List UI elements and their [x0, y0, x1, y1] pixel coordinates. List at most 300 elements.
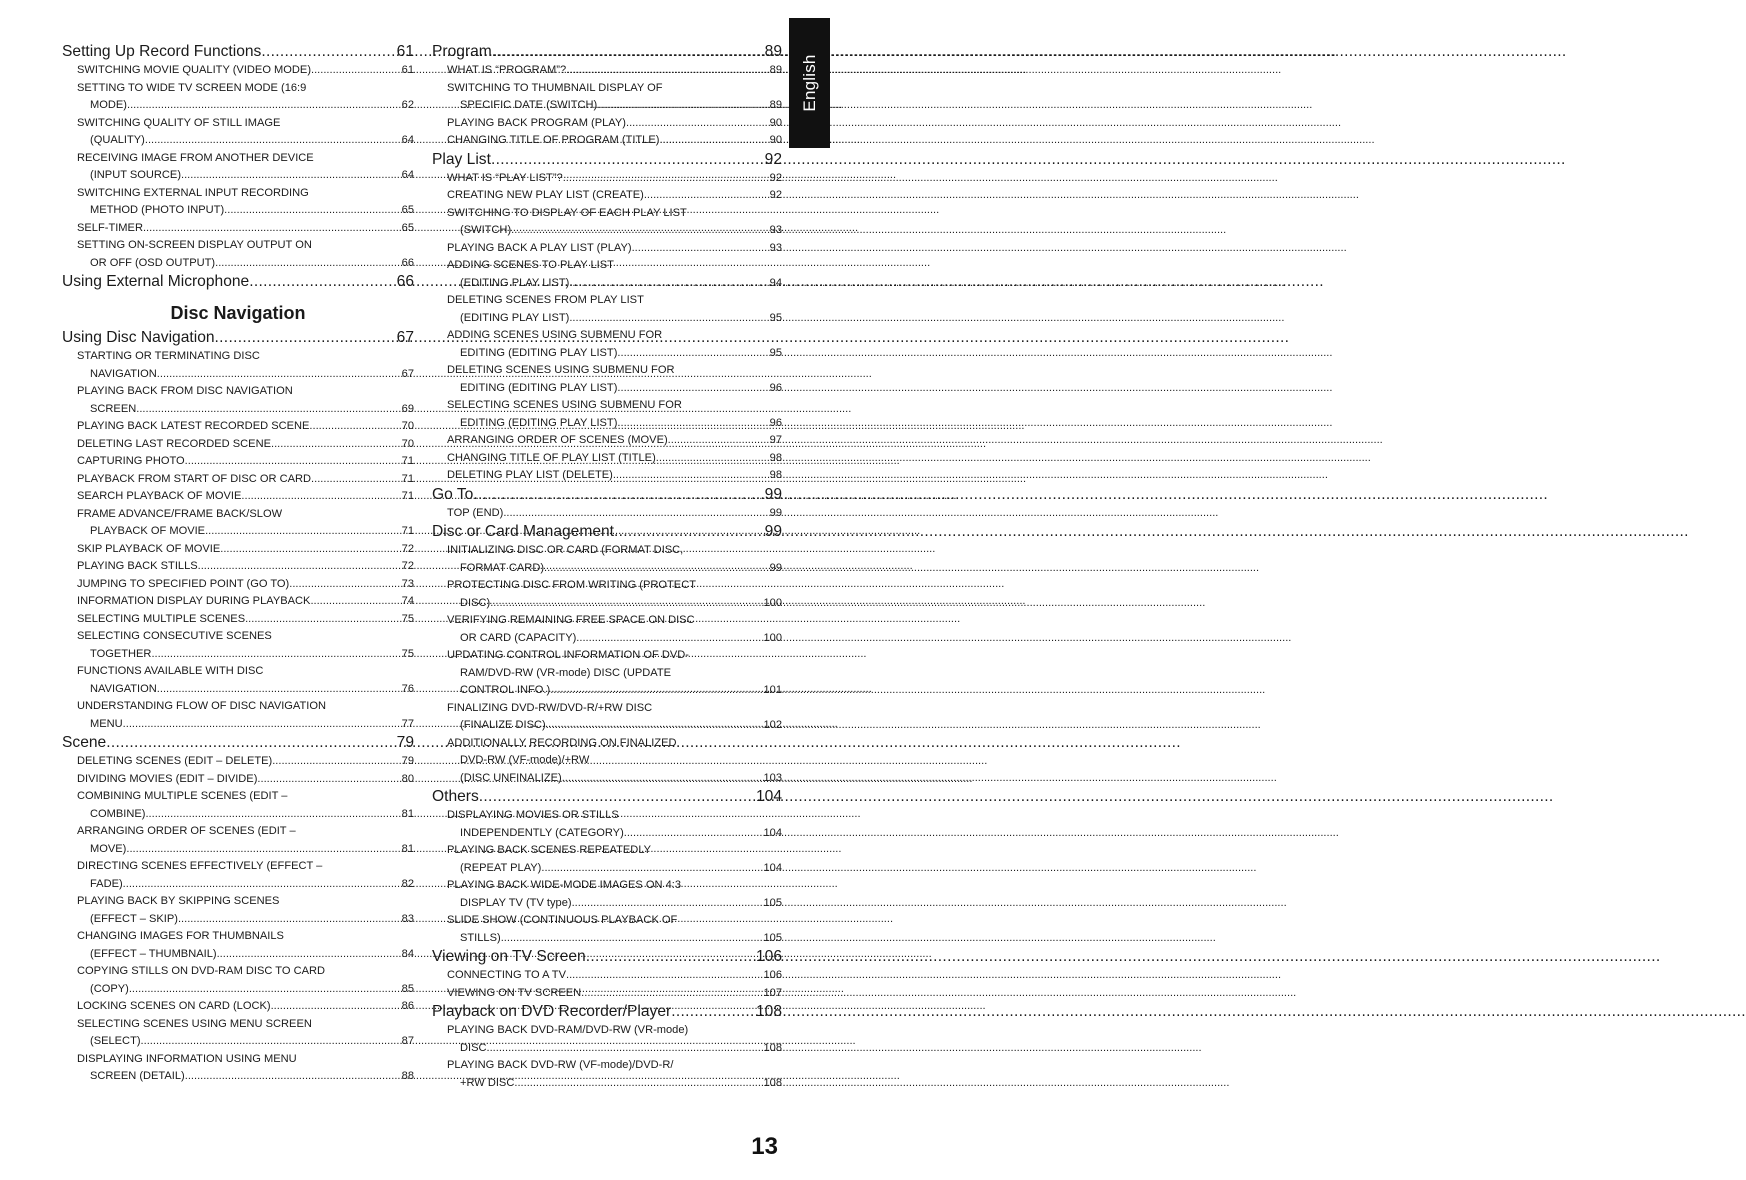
- toc-page-number: 93: [769, 224, 782, 236]
- dot-leader: [123, 876, 401, 894]
- toc-entry-line: MOVE): [90, 842, 127, 855]
- dot-leader: [257, 771, 400, 789]
- toc-entry-last-line: [447, 1075, 782, 1093]
- toc-entry-line: INDEPENDENTLY (CATEGORY): [460, 826, 624, 839]
- toc-entry-line: COMBINE): [90, 807, 146, 820]
- toc-sub-entry-arranging-order-of-scenes-move: [432, 432, 782, 450]
- toc-sub-entry-playing-back-wide-mode-images-on-4-3: [432, 877, 782, 912]
- dot-leader: [563, 170, 769, 188]
- dot-leader: [617, 415, 768, 433]
- toc-entry-line: SCREEN (DETAIL): [90, 1070, 185, 1082]
- dot-leader: [106, 733, 395, 753]
- toc-entry-last-line: [77, 841, 414, 859]
- toc-sub-entry-deleting-play-list-delete: [432, 467, 782, 485]
- toc-page-number: 82: [401, 877, 414, 890]
- dot-leader: [185, 453, 401, 471]
- toc-page-number: 101: [763, 684, 782, 696]
- toc-entry-line: DVD-RW (VF-mode)/+RW: [460, 754, 590, 766]
- dot-leader: [157, 366, 401, 384]
- toc-entry-last-line: [77, 418, 414, 436]
- dot-leader: [224, 202, 401, 220]
- toc-entry-line: (COPY): [90, 982, 129, 995]
- toc-entry-last-line: [447, 432, 782, 450]
- toc-sub-entry-playing-back-scenes-repeatedly: [432, 842, 782, 877]
- toc-entry-last-line: [77, 716, 414, 734]
- toc-entry-last-line: [447, 1040, 782, 1058]
- toc-sub-entry-directing-scenes-effectively-effect: [62, 858, 414, 893]
- toc-entry-line: (DISC UNFINALIZE): [460, 771, 562, 784]
- toc-entry-last-line: [447, 682, 782, 700]
- toc-entry-last-line: [447, 115, 782, 133]
- toc-entry-last-line: [77, 220, 414, 238]
- toc-page-number: 98: [769, 451, 782, 464]
- toc-entry-line: DELETING SCENES (EDIT – DELETE): [77, 755, 273, 767]
- language-tab: [789, 18, 830, 148]
- toc-entry-line: SWITCHING QUALITY OF STILL IMAGE: [77, 116, 281, 129]
- dot-leader: [309, 418, 400, 436]
- toc-sub-entry-connecting-to-a-tv: [432, 967, 782, 985]
- dot-leader: [271, 436, 401, 454]
- toc-sub-entry-updating-control-information-of-dvd: [432, 647, 782, 700]
- toc-entry-last-line: [447, 860, 782, 878]
- toc-entry-title: Disc or Card Management: [432, 523, 615, 540]
- toc-entry-line: SWITCHING TO DISPLAY OF EACH PLAY LIST: [447, 206, 687, 219]
- toc-sub-entry-selecting-consecutive-scenes: [62, 628, 414, 663]
- toc-page-number: 106: [755, 948, 782, 965]
- toc-sub-entry-switching-quality-of-still-image: [62, 115, 414, 150]
- toc-entry-line: PLAYING BACK WIDE-MODE IMAGES ON 4:3: [447, 879, 682, 891]
- toc-sub-entry-deleting-scenes-edit-delete: [62, 753, 414, 771]
- toc-entry-line: STARTING OR TERMINATING DISC: [77, 350, 260, 362]
- dot-leader: [198, 558, 401, 576]
- toc-entry-last-line: [447, 132, 782, 150]
- toc-entry-line: INITIALIZING DISC OR CARD (FORMAT DISC,: [447, 544, 684, 556]
- toc-entry-line: COMBINING MULTIPLE SCENES (EDIT –: [77, 790, 288, 802]
- toc-entry-line: MENU: [90, 717, 123, 730]
- toc-main-entry-using-disc-navigation: [62, 328, 414, 348]
- toc-page-number: 108: [755, 1003, 782, 1020]
- toc-sub-entry-playing-back-dvd-ram-dvd-rw-vr-mode: [432, 1022, 782, 1057]
- toc-page-number: 105: [763, 896, 782, 909]
- toc-sub-entry-displaying-information-using-menu: [62, 1051, 414, 1086]
- toc-entry-line: TOP (END): [447, 506, 504, 519]
- toc-entry-last-line: [77, 998, 414, 1016]
- dot-leader: [624, 825, 763, 843]
- toc-entry-line: SETTING TO WIDE TV SCREEN MODE (16:9: [77, 81, 307, 94]
- toc-entry-line: STILLS): [460, 931, 501, 944]
- dot-leader: [632, 240, 769, 258]
- toc-page-number: 72: [401, 560, 414, 572]
- toc-entry-last-line: [77, 946, 414, 964]
- toc-main-entry-viewing-on-tv-screen: [432, 947, 782, 967]
- toc-entry-last-line: [77, 593, 414, 611]
- toc-entry-line: CHANGING TITLE OF PLAY LIST (TITLE): [447, 451, 656, 464]
- toc-sub-entry-playing-back-stills: [62, 558, 414, 576]
- toc-entry-line: DIRECTING SCENES EFFECTIVELY (EFFECT –: [77, 860, 323, 872]
- toc-entry-line: WHAT IS “PROGRAM”?: [447, 64, 567, 76]
- toc-entry-last-line: [77, 646, 414, 664]
- toc-entry-line: SEARCH PLAYBACK OF MOVIE: [77, 490, 242, 502]
- toc-page-number: 92: [764, 150, 782, 168]
- dot-leader: [310, 593, 400, 611]
- toc-entry-last-line: [447, 770, 782, 788]
- toc-main-entry-using-external-microphone: [62, 272, 414, 292]
- toc-entry-line: PLAYING BACK LATEST RECORDED SCENE: [77, 420, 310, 432]
- toc-entry-line: VIEWING ON TV SCREEN: [447, 986, 582, 999]
- toc-entry-line: (FINALIZE DISC): [460, 719, 546, 731]
- toc-page-number: 100: [763, 596, 782, 609]
- toc-sub-entry-understanding-flow-of-disc-navigation: [62, 698, 414, 733]
- toc-sub-entry-information-display-during-playback: [62, 593, 414, 611]
- dot-leader: [220, 541, 400, 559]
- toc-entry-line: (EDITING PLAY LIST): [460, 311, 570, 324]
- dot-leader: [289, 576, 400, 594]
- toc-main-entry-scene: [62, 733, 414, 753]
- toc-entry-line: (EFFECT – THUMBNAIL): [90, 947, 217, 960]
- toc-page-number: 99: [769, 506, 782, 519]
- toc-sub-entry-receiving-image-from-another-device: [62, 150, 414, 185]
- toc-entry-line: EDITING (EDITING PLAY LIST): [460, 346, 618, 359]
- toc-entry-title: Viewing on TV Screen: [432, 948, 586, 965]
- dot-leader: [249, 272, 395, 292]
- toc-entry-line: SKIP PLAYBACK OF MOVIE: [77, 542, 221, 555]
- toc-sub-entry-creating-new-play-list-create: [432, 187, 782, 205]
- toc-entry-line: (EDITING PLAY LIST): [460, 276, 570, 289]
- dot-leader: [215, 255, 401, 273]
- toc-entry-last-line: [447, 345, 782, 363]
- toc-entry-line: CHANGING IMAGES FOR THUMBNAILS: [77, 930, 284, 942]
- toc-entry-last-line: [77, 771, 414, 789]
- toc-entry-line: DISPLAYING INFORMATION USING MENU: [77, 1052, 297, 1065]
- toc-page-number: 76: [401, 682, 414, 695]
- toc-main-entry-disc-or-card-management: [432, 522, 782, 542]
- toc-sub-entry-setting-to-wide-tv-screen-mode-16-9: [62, 80, 414, 115]
- toc-page-number: 89: [764, 43, 782, 60]
- toc-entry-line: SELECTING MULTIPLE SCENES: [77, 612, 246, 625]
- toc-entry-last-line: [77, 541, 414, 559]
- toc-sub-entry-playing-back-program-play: [432, 115, 782, 133]
- toc-column-right: [432, 42, 782, 1092]
- toc-sub-entry-deleting-last-recorded-scene: [62, 436, 414, 454]
- toc-page-number: 71: [401, 455, 414, 467]
- toc-sub-entry-adding-scenes-to-play-list: [432, 257, 782, 292]
- dot-leader: [271, 998, 401, 1016]
- toc-entry-line: EDITING (EDITING PLAY LIST): [460, 416, 618, 429]
- dot-leader: [544, 560, 769, 578]
- toc-page-number: 87: [401, 1035, 414, 1047]
- toc-entry-line: FADE): [90, 877, 123, 890]
- toc-sub-entry-capturing-photo: [62, 453, 414, 471]
- toc-entry-last-line: [447, 967, 782, 985]
- toc-page-number: 99: [769, 561, 782, 574]
- toc-entry-last-line: [77, 806, 414, 824]
- toc-entry-last-line: [77, 488, 414, 506]
- toc-page-number: 108: [763, 1076, 782, 1089]
- toc-sub-entry-changing-images-for-thumbnails: [62, 928, 414, 963]
- dot-leader: [151, 646, 400, 664]
- toc-entry-last-line: [77, 97, 414, 115]
- toc-main-entry-playback-on-dvd-recorder-player: [432, 1002, 782, 1022]
- toc-entry-title: Go To: [432, 485, 474, 503]
- toc-entry-last-line: [77, 366, 414, 384]
- dot-leader: [562, 770, 763, 788]
- toc-entry-last-line: [447, 825, 782, 843]
- toc-page-number: 81: [401, 842, 414, 855]
- toc-entry-line: FRAME ADVANCE/FRAME BACK/SLOW: [77, 507, 283, 520]
- toc-entry-line: PLAYING BACK A PLAY LIST (PLAY): [447, 241, 632, 254]
- dot-leader: [490, 595, 762, 613]
- toc-entry-last-line: [77, 401, 414, 419]
- toc-sub-entry-changing-title-of-play-list-title: [432, 450, 782, 468]
- toc-sub-entry-skip-playback-of-movie: [62, 541, 414, 559]
- dot-leader: [514, 1075, 762, 1093]
- toc-sub-entry-search-playback-of-movie: [62, 488, 414, 506]
- toc-page-number: 70: [401, 420, 414, 432]
- dot-leader: [501, 930, 763, 948]
- toc-page-number: 75: [401, 612, 414, 625]
- toc-entry-last-line: [447, 895, 782, 913]
- toc-entry-title: Program: [432, 43, 492, 60]
- toc-entry-line: VERIFYING REMAINING FREE SPACE ON DISC: [447, 614, 695, 626]
- toc-page-number: 107: [763, 986, 782, 999]
- dot-leader: [550, 682, 762, 700]
- toc-entry-last-line: [447, 310, 782, 328]
- toc-entry-last-line: [447, 717, 782, 735]
- toc-main-entry-play-list: [432, 150, 782, 170]
- dot-leader: [217, 946, 401, 964]
- toc-entry-line: RAM/DVD-RW (VR-mode) DISC (UPDATE: [460, 666, 671, 679]
- toc-page-number: 65: [401, 221, 414, 234]
- toc-page-number: 71: [401, 472, 414, 485]
- toc-entry-line: PLAYING BACK FROM DISC NAVIGATION: [77, 385, 293, 397]
- dot-leader: [659, 132, 768, 150]
- dot-leader: [129, 981, 401, 999]
- toc-entry-title: Setting Up Record Functions: [62, 43, 262, 60]
- dot-leader: [479, 787, 755, 807]
- toc-entry-last-line: [77, 1068, 414, 1086]
- toc-sub-entry-selecting-multiple-scenes: [62, 611, 414, 629]
- toc-entry-line: INFORMATION DISPLAY DURING PLAYBACK: [77, 595, 311, 607]
- toc-sub-entry-what-is-program: [432, 62, 782, 80]
- toc-entry-title: Others: [432, 788, 479, 805]
- toc-page-number: 104: [763, 861, 782, 874]
- toc-page-number: 64: [401, 134, 414, 146]
- toc-entry-line: TOGETHER: [90, 647, 152, 660]
- toc-sub-entry-displaying-movies-or-stills: [432, 807, 782, 842]
- toc-page-number: 85: [401, 982, 414, 995]
- dot-leader: [311, 62, 401, 80]
- toc-entry-last-line: [447, 240, 782, 258]
- toc-entry-last-line: [77, 436, 414, 454]
- dot-leader: [541, 860, 762, 878]
- toc-page-number: 84: [401, 947, 414, 960]
- toc-entry-last-line: [77, 523, 414, 541]
- toc-page-number: 102: [763, 719, 782, 731]
- toc-entry-last-line: [77, 753, 414, 771]
- toc-page-number: 92: [769, 171, 782, 184]
- toc-sub-entry-switching-movie-quality-video-mode: [62, 62, 414, 80]
- dot-leader: [671, 1002, 755, 1022]
- toc-entry-line: NAVIGATION: [90, 367, 157, 380]
- toc-entry-line: UNDERSTANDING FLOW OF DISC NAVIGATION: [77, 700, 327, 712]
- dot-leader: [127, 97, 401, 115]
- toc-entry-last-line: [77, 132, 414, 150]
- toc-sub-entry-adding-scenes-using-submenu-for: [432, 327, 782, 362]
- dot-leader: [178, 911, 401, 929]
- dot-leader: [123, 716, 401, 734]
- toc-main-entry-go-to: [432, 485, 782, 505]
- toc-entry-line: SWITCHING MOVIE QUALITY (VIDEO MODE): [77, 64, 312, 76]
- toc-sub-entry-protecting-disc-from-writing-protect: [432, 577, 782, 612]
- toc-entry-line: (EFFECT – SKIP): [90, 912, 178, 925]
- toc-sub-entry-deleting-scenes-from-play-list: [432, 292, 782, 327]
- toc-page-number: 80: [401, 772, 414, 785]
- toc-entry-line: ADDING SCENES TO PLAY LIST: [447, 259, 614, 271]
- toc-sub-entry-deleting-scenes-using-submenu-for: [432, 362, 782, 397]
- toc-entry-line: ADDING SCENES USING SUBMENU FOR: [447, 329, 663, 341]
- toc-entry-line: SELECTING CONSECUTIVE SCENES: [77, 630, 272, 642]
- dot-leader: [613, 467, 769, 485]
- toc-page-number: 83: [401, 912, 414, 925]
- toc-entry-last-line: [77, 911, 414, 929]
- dot-leader: [145, 132, 401, 150]
- toc-entry-line: (REPEAT PLAY): [460, 861, 542, 874]
- toc-page-number: 99: [764, 485, 782, 503]
- toc-entry-last-line: [77, 202, 414, 220]
- toc-entry-last-line: [447, 222, 782, 240]
- toc-sub-entry-playing-back-latest-recorded-scene: [62, 418, 414, 436]
- toc-entry-line: DELETING SCENES USING SUBMENU FOR: [447, 364, 675, 376]
- toc-page-number: 100: [763, 631, 782, 644]
- toc-entry-line: SWITCHING TO THUMBNAIL DISPLAY OF: [447, 81, 663, 94]
- toc-main-entry-program: [432, 42, 782, 62]
- toc-entry-title: Play List: [432, 150, 491, 168]
- dot-leader: [626, 115, 769, 133]
- toc-page-number: 77: [401, 717, 414, 730]
- toc-entry-line: (INPUT SOURCE): [90, 169, 182, 181]
- toc-page-number: 89: [769, 64, 782, 76]
- toc-entry-last-line: [447, 187, 782, 205]
- toc-page-number: 89: [769, 99, 782, 111]
- toc-page-number: 98: [769, 469, 782, 481]
- toc-entry-line: CONTROL INFO.): [460, 684, 551, 696]
- toc-entry-line: (SWITCH): [460, 224, 512, 236]
- toc-sub-entry-locking-scenes-on-card-lock: [62, 998, 414, 1016]
- toc-page-number: 90: [769, 116, 782, 129]
- toc-entry-line: DIVIDING MOVIES (EDIT – DIVIDE): [77, 772, 258, 785]
- toc-sub-entry-playing-back-dvd-rw-vf-mode-dvd-r: [432, 1057, 782, 1092]
- dot-leader: [311, 471, 401, 489]
- toc-entry-line: DELETING PLAY LIST (DELETE): [447, 469, 613, 481]
- toc-page-number: 69: [401, 402, 414, 415]
- toc-entry-last-line: [77, 1033, 414, 1051]
- toc-entry-line: PLAYING BACK DVD-RW (VF-mode)/DVD-R/: [447, 1059, 674, 1071]
- toc-sub-entry-switching-to-thumbnail-display-of: [432, 80, 782, 115]
- dot-leader: [617, 345, 768, 363]
- toc-page-number: 79: [396, 734, 414, 751]
- dot-leader: [245, 611, 401, 629]
- toc-entry-last-line: [77, 167, 414, 185]
- toc-entry-line: CONNECTING TO A TV: [447, 969, 566, 981]
- toc-entry-line: FORMAT CARD): [460, 561, 545, 574]
- toc-page-number: 88: [401, 1070, 414, 1082]
- toc-sub-entry-switching-external-input-recording: [62, 185, 414, 220]
- toc-entry-last-line: [77, 255, 414, 273]
- toc-main-entry-others: [432, 787, 782, 807]
- toc-sub-entry-slide-show-continuous-playback-of: [432, 912, 782, 947]
- toc-page-number: 74: [401, 595, 414, 607]
- toc-sub-entry-switching-to-display-of-each-play-list: [432, 205, 782, 240]
- toc-sub-entry-playing-back-a-play-list-play: [432, 240, 782, 258]
- toc-page-number: 92: [769, 189, 782, 201]
- toc-entry-line: SELECTING SCENES USING MENU SCREEN: [77, 1017, 312, 1030]
- toc-entry-line: CAPTURING PHOTO: [77, 455, 185, 467]
- toc-entry-last-line: [447, 505, 782, 523]
- toc-entry-line: PLAYING BACK STILLS: [77, 560, 198, 572]
- toc-page-number: 81: [401, 807, 414, 820]
- toc-page-number: 66: [396, 273, 414, 290]
- toc-page-number: 86: [401, 1000, 414, 1012]
- dot-leader: [272, 753, 400, 771]
- toc-page-number: 94: [769, 276, 782, 289]
- toc-entry-line: SELF-TIMER: [77, 221, 143, 234]
- toc-page-number: 106: [763, 969, 782, 981]
- toc-sub-entry-playing-back-from-disc-navigation: [62, 383, 414, 418]
- toc-entry-last-line: [447, 62, 782, 80]
- section-heading: Disc Navigation: [170, 303, 306, 323]
- toc-entry-line: UPDATING CONTROL INFORMATION OF DVD-: [447, 649, 690, 661]
- toc-entry-line: SETTING ON-SCREEN DISPLAY OUTPUT ON: [77, 239, 312, 251]
- toc-entry-line: PLAYBACK OF MOVIE: [90, 525, 206, 537]
- dot-leader: [185, 1068, 401, 1086]
- toc-sub-entry-playing-back-by-skipping-scenes: [62, 893, 414, 928]
- dot-leader: [566, 967, 763, 985]
- toc-sub-entry-copying-stills-on-dvd-ram-disc-to-card: [62, 963, 414, 998]
- toc-entry-line: CREATING NEW PLAY LIST (CREATE): [447, 189, 644, 201]
- toc-entry-last-line: [447, 415, 782, 433]
- toc-entry-line: OR OFF (OSD OUTPUT): [90, 256, 216, 269]
- toc-entry-last-line: [77, 453, 414, 471]
- toc-entry-last-line: [447, 450, 782, 468]
- toc-page-number: 67: [396, 329, 414, 346]
- toc-entry-line: PLAYBACK FROM START OF DISC OR CARD: [77, 472, 312, 485]
- toc-entry-line: SLIDE SHOW (CONTINUOUS PLAYBACK OF: [447, 914, 678, 926]
- toc-page-number: 79: [401, 755, 414, 767]
- dot-leader: [157, 681, 401, 699]
- dot-leader: [668, 432, 769, 450]
- toc-entry-last-line: [447, 595, 782, 613]
- toc-entry-title: Using External Microphone: [62, 273, 250, 290]
- toc-entry-line: DELETING SCENES FROM PLAY LIST: [447, 294, 644, 306]
- dot-leader: [597, 97, 768, 115]
- toc-sub-entry-self-timer: [62, 220, 414, 238]
- toc-page-number: 104: [755, 788, 782, 805]
- toc-entry-last-line: [447, 560, 782, 578]
- toc-entry-line: PLAYING BACK BY SKIPPING SCENES: [77, 895, 280, 907]
- toc-page-number: 108: [763, 1041, 782, 1054]
- toc-entry-line: EDITING (EDITING PLAY LIST): [460, 381, 618, 394]
- toc-sub-entry-changing-title-of-program-title: [432, 132, 782, 150]
- toc-entry-line: SPECIFIC DATE (SWITCH): [460, 99, 598, 111]
- toc-entry-line: ARRANGING ORDER OF SCENES (EDIT –: [77, 825, 296, 837]
- toc-entry-last-line: [77, 558, 414, 576]
- dot-leader: [473, 485, 763, 505]
- toc-entry-line: CHANGING TITLE OF PROGRAM (TITLE): [447, 134, 660, 146]
- toc-page-number: 73: [401, 577, 414, 590]
- toc-entry-line: COPYING STILLS ON DVD-RAM DISC TO CARD: [77, 965, 326, 977]
- dot-leader: [181, 167, 401, 185]
- toc-column-left: [62, 42, 414, 1086]
